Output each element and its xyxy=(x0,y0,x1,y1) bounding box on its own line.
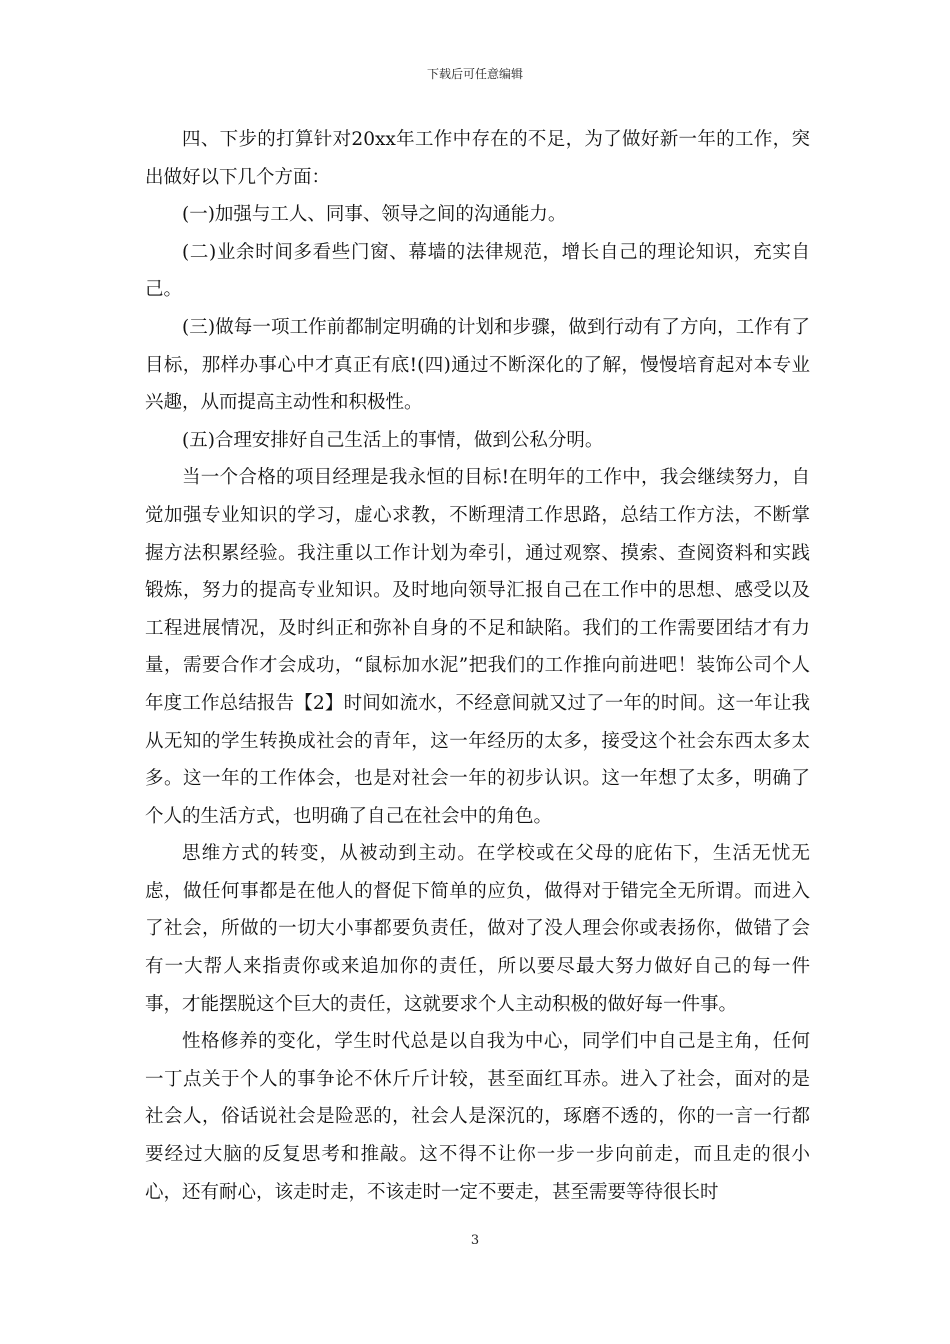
paragraph-goal: 当一个合格的项目经理是我永恒的目标!在明年的工作中，我会继续努力，自觉加强专业知识的学习，虚心求教，不断理清工作思路，总结工作方法，不断掌握方法积累经验。我注重以工作计划为牵引，通过观察、摸索、查阅资料和实践锻炼，努力的提高专业知识。及时地向领导汇报自己在工作中的思想、感受以及工程进展情况，及时纠正和弥补自身的不足和缺陷。我们的工作需要团结才有力量，需要合作才会成功，“鼠标加水泥”把我们的工作推向前进吧！装饰公司个人年度工作总结报告【2】时间如流水，不经意间就又过了一年的时间。这一年让我从无知的学生转换成社会的青年，这一年经历的太多，接受这个社会东西太多太多。这一年的工作体会，也是对社会一年的初步认识。这一年想了太多，明确了个人的生活方式，也明确了自己在社会中的角色。 xyxy=(145,467,810,827)
paragraph-item-5: (五)合理安排好自己生活上的事情，做到公私分明。 xyxy=(182,429,604,451)
paragraph-item-1: (一)加强与工人、同事、领导之间的沟通能力。 xyxy=(182,204,567,226)
paragraph-item-2: (二)业余时间多看些门窗、幕墙的法律规范，增长自己的理论知识，充实自己。 xyxy=(145,241,810,301)
paragraph-item-3-4: (三)做每一项工作前都制定明确的计划和步骤，做到行动有了方向，工作有了目标，那样办事心中才真正有底!(四)通过不断深化的了解，慢慢培育起对本专业兴趣，从而提高主动性和积极性。 xyxy=(145,316,810,414)
document-body xyxy=(145,121,810,1211)
page-number: 3 xyxy=(470,1233,480,1248)
paragraph-thinking: 思维方式的转变，从被动到主动。在学校或在父母的庇佑下，生活无忧无虑，做任何事都是在他人的督促下简单的应负，做得对于错完全无所谓。而进入了社会，所做的一切大小事都要负责任，做对了没人理会你或表扬你，做错了会有一大帮人来指责你或来追加你的责任，所以要尽最大努力做好自己的每一件事，才能摆脱这个巨大的责任，这就要求个人主动积极的做好每一件事。 xyxy=(145,843,810,1015)
paragraph-character: 性格修养的变化，学生时代总是以自我为中心，同学们中自己是主角，任何一丁点关于个人的事争论不休斤斤计较，甚至面红耳赤。进入了社会，面对的是社会人，俗话说社会是险恶的，社会人是深沉的，琢磨不透的，你的一言一行都要经过大脑的反复思考和推敲。这不得不让你一步一步向前走，而且走的很小心，还有耐心，该走时走，不该走时一定不要走，甚至需要等待很长时 xyxy=(145,1031,810,1203)
paragraph-plans-intro: 四、下步的打算针对20xx年工作中存在的不足，为了做好新一年的工作，突出做好以下几个方面： xyxy=(145,129,810,188)
page-header: 下载后可任意编辑 xyxy=(426,67,523,81)
